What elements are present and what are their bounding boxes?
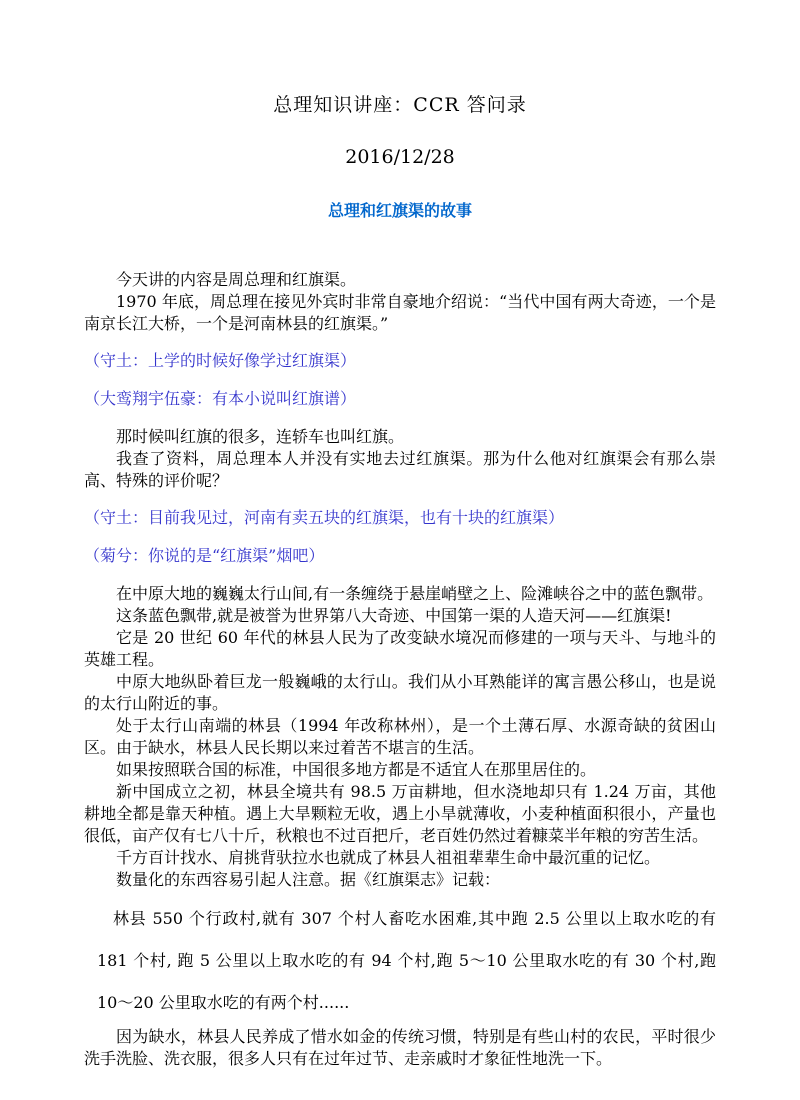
paragraph: 这条蓝色飘带,就是被誉为世界第八大奇迹、中国第一渠的人造天河——红旗渠! [116,606,672,625]
paragraph: 中原大地纵卧着巨龙一般巍峨的太行山。我们从小耳熟能详的寓言愚公移山，也是说的太行山附近的事。 [84,672,716,713]
paragraph: 新中国成立之初，林县全境共有 98.5 万亩耕地，但水浇地却只有 1.24 万亩，其他耕地全都是靠天种植。遇上大旱颗粒无收，遇上小旱就薄收，小麦种植面积很小，产量也很低，亩产仅有七八十斤，秋粮也不过百把斤，老百姓仍然过着糠菜半年粮的穷苦生活。 [84,782,716,845]
paragraph: 千方百计找水、肩挑背驮拉水也就成了林县人祖祖辈辈生命中最沉重的记忆。 [116,848,661,867]
quote-excerpt: 林县 550 个行政村,就有 307 个村人畜吃水困难,其中跑 2.5 公里以上取水吃的有 181 个村, 跑 5 公里以上取水吃的有 94 个村,跑 5～10 公里取水吃的有 30 个村,跑 10～20 公里取水吃的有两个村...... [97,909,716,1012]
paragraph: 1970 年底，周总理在接见外宾时非常自豪地介绍说：“当代中国有两大奇迹，一个是南京长江大桥，一个是河南林县的红旗渠。” [84,292,716,333]
paragraph: 今天讲的内容是周总理和红旗渠。 [116,270,357,289]
paragraph: 处于太行山南端的林县（1994 年改称林州），是一个土薄石厚、水源奇缺的贫困山区。由于缺水，林县人民长期以来过着苦不堪言的生活。 [84,716,716,757]
document-date: 2016/12/28 [345,146,455,168]
reader-comment: （菊兮：你说的是“红旗渠”烟吧） [84,546,325,565]
paragraph: 如果按照联合国的标准，中国很多地方都是不适宜人在那里居住的。 [116,760,597,779]
reader-comment: （大鸾翔宇伍豪：有本小说叫红旗谱） [84,389,357,408]
document-title: 总理知识讲座：CCR 答问录 [273,94,527,116]
paragraph: 它是 20 世纪 60 年代的林县人民为了改变缺水境况而修建的一项与天斗、与地斗的英雄工程。 [84,628,716,669]
paragraph: 因为缺水，林县人民养成了惜水如金的传统习惯，特别是有些山村的农民，平时很少洗手洗脸、洗衣服，很多人只有在过年过节、走亲戚时才象征性地洗一下。 [84,1027,716,1068]
reader-comment: （守土：上学的时候好像学过红旗渠） [84,351,357,370]
paragraph: 数量化的东西容易引起人注意。据《红旗渠志》记载： [116,870,501,889]
paragraph: 我查了资料，周总理本人并没有实地去过红旗渠。那为什么他对红旗渠会有那么崇高、特殊的评价呢？ [84,449,716,490]
paragraph: 那时候叫红旗的很多，连轿车也叫红旗。 [116,427,405,446]
paragraph: 在中原大地的巍巍太行山间,有一条缠绕于悬崖峭壁之上、险滩峡谷之中的蓝色飘带。 [116,584,714,603]
document-subtitle: 总理和红旗渠的故事 [327,201,472,220]
reader-comment: （守土：目前我见过，河南有卖五块的红旗渠，也有十块的红旗渠） [84,508,565,527]
